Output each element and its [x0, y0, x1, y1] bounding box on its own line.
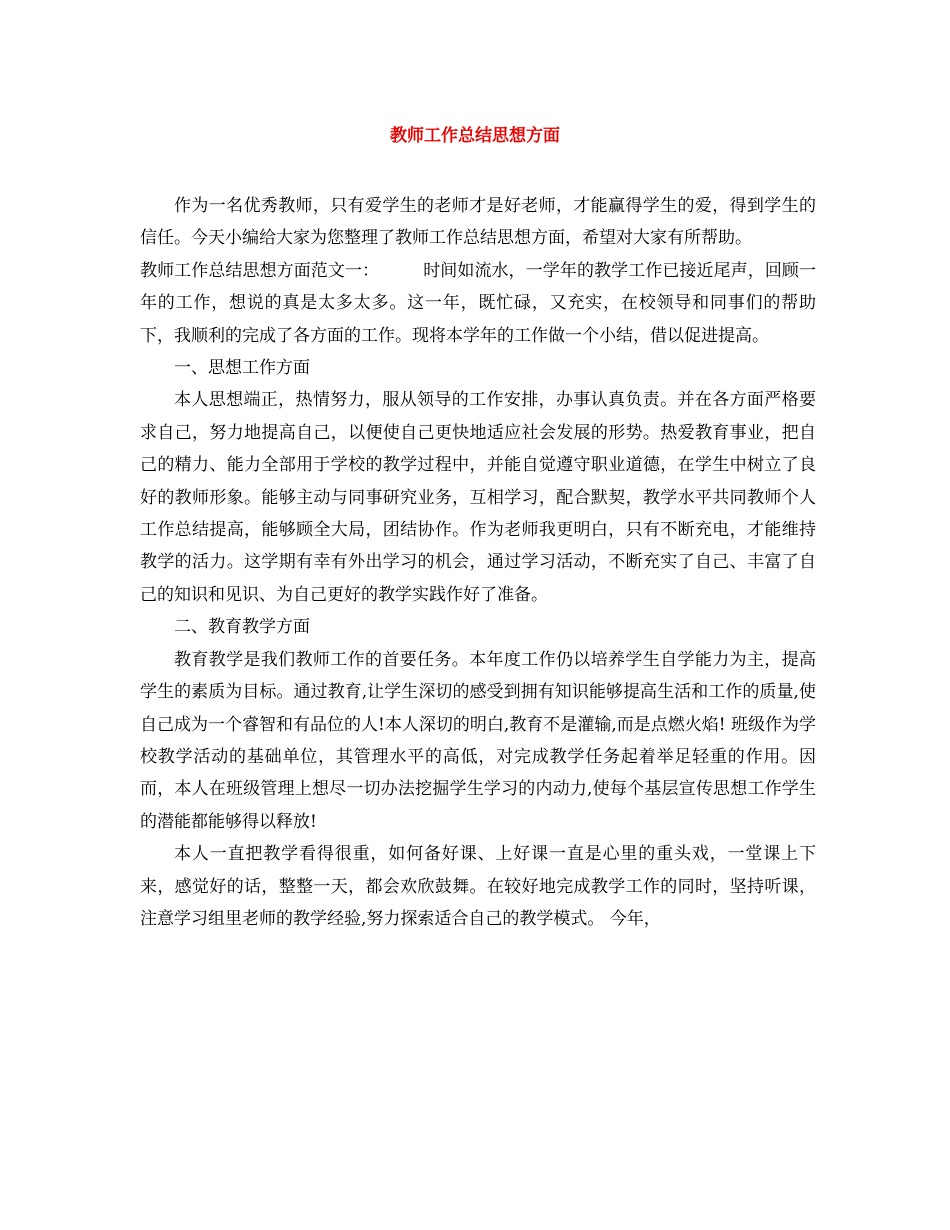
section-paragraph-teaching-1: 教育教学是我们教师工作的首要任务。本年度工作仍以培养学生自学能力为主，提高学生的素质为目标。通过教育,让学生深切的感受到拥有知识能够提高生活和工作的质量,使自己成为一个睿智和有品位的人!本人深切的明白,教育不是灌输,而是点燃火焰! 班级作为学校教学活动的基础单位，其管理水平的高低，对完成教学任务起着举足轻重的作用。因而，本人在班级管理上想尽一切办法挖掘学生学习的内动力,使每个基层宣传思想工作学生的潜能都能够得以释放!: [140, 649, 816, 832]
sample-text: 时间如流水，一学年的教学工作已接近尾声，回顾一年的工作，想说的真是太多太多。这一年，既忙碌，又充实，在校领导和同事们的帮助下，我顺利的完成了各方面的工作。现将本学年的工作做一个小结，借以促进提高。: [140, 260, 817, 346]
intro-paragraph: 作为一名优秀教师，只有爱学生的老师才是好老师，才能赢得学生的爱，得到学生的信任。今天小编给大家为您整理了教师工作总结思想方面，希望对大家有所帮助。: [140, 196, 816, 249]
section-paragraph-teaching-2: 本人一直把教学看得很重，如何备好课、上好课一直是心里的重头戏，一堂课上下来，感觉好的话，整整一天，都会欢欣鼓舞。在较好地完成教学工作的同时，坚持听课，注意学习组里老师的教学经验,努力探索适合自己的教学模式。 今年，: [140, 844, 816, 929]
sample-label: 教师工作总结思想方面范文一：: [140, 260, 380, 281]
sample-paragraph: [140, 255, 816, 352]
section-paragraph-thought: 本人思想端正，热情努力，服从领导的工作安排，办事认真负责。并在各方面严格要求自己，努力地提高自己，以便使自己更快地适应社会发展的形势。热爱教育事业，把自己的精力、能力全部用于学校的教学过程中，并能自觉遵守职业道德，在学生中树立了良好的教师形象。能够主动与同事研究业务，互相学习，配合默契，教学水平共同教师个人工作总结提高，能够顾全大局，团结协作。作为老师我更明白，只有不断充电，才能维持教学的活力。这学期有幸有外出学习的机会，通过学习活动，不断充实了自己、丰富了自己的知识和见识、为自己更好的教学实践作好了准备。: [140, 390, 816, 605]
section-heading-teaching: 二、教育教学方面: [174, 617, 310, 638]
section-heading-thought: 一、思想工作方面: [174, 358, 310, 379]
document-title: 教师工作总结思想方面: [390, 126, 560, 146]
document-body: [140, 190, 816, 935]
